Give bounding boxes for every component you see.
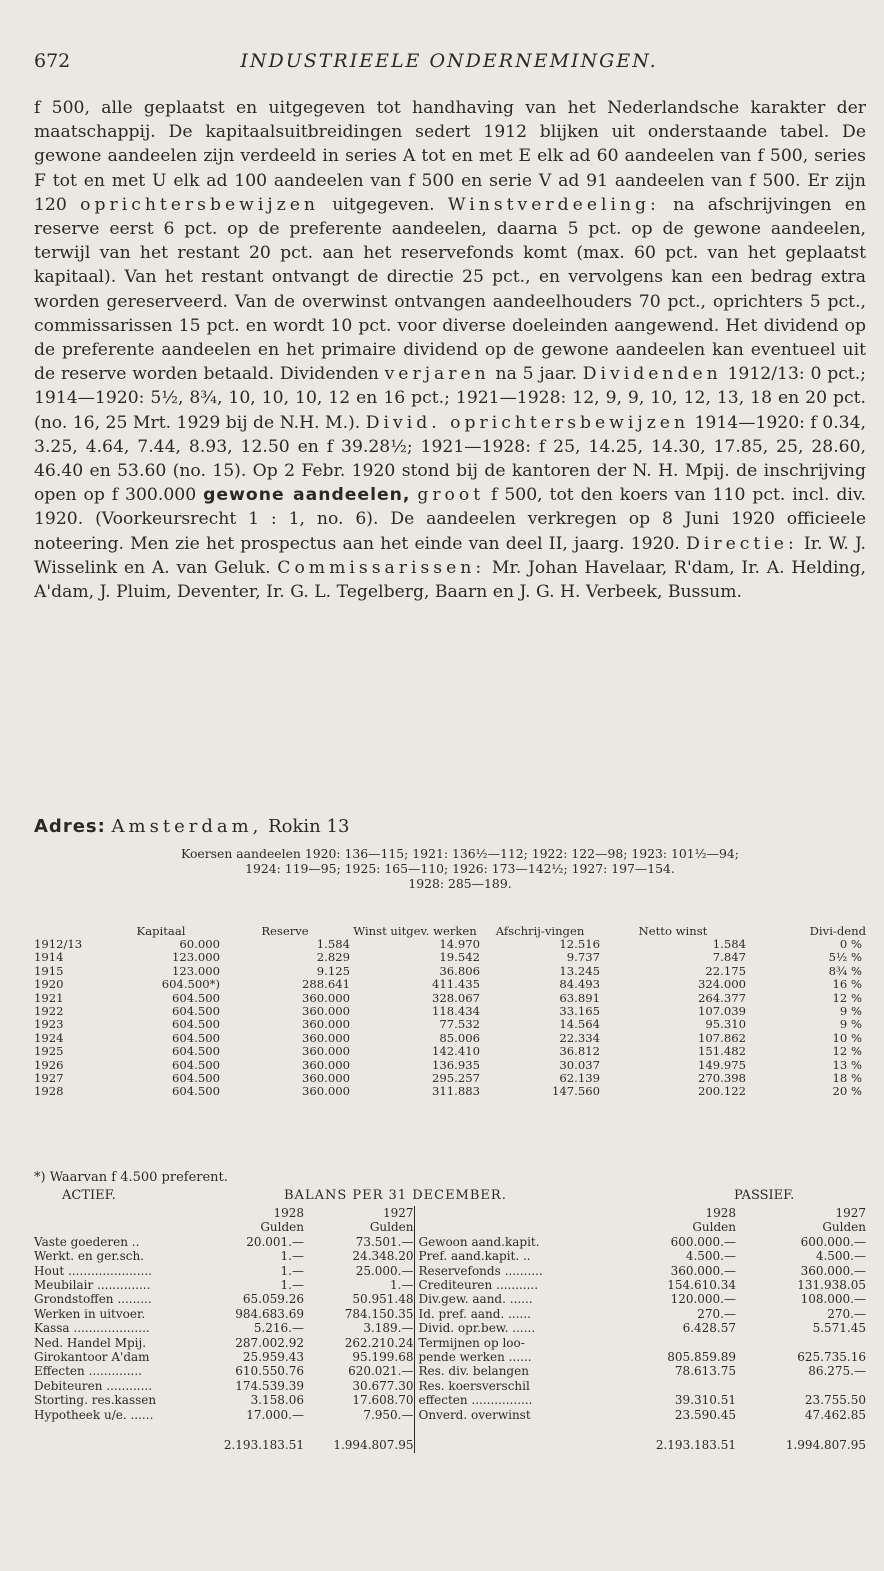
table-row xyxy=(34,1072,866,1085)
table-cell: 13.245 xyxy=(559,963,600,978)
header-afschrijvingen: Afschrij-vingen xyxy=(495,923,585,938)
balance-cell: 3.158.06 xyxy=(250,1393,304,1408)
spaced-term: verjaren xyxy=(384,364,490,385)
balance-cell: Pref. aand.kapit. .. xyxy=(414,1249,596,1263)
balance-cell: 30.677.30 xyxy=(352,1378,414,1393)
table-cell: 136.935 xyxy=(432,1057,480,1072)
balance-cell: 154.610.34 xyxy=(667,1278,736,1293)
balance-cell: 3.189.— xyxy=(363,1321,414,1336)
balance-cell: 1.— xyxy=(280,1263,304,1278)
balance-cell: 270.— xyxy=(827,1306,866,1321)
table-cell: 18 % xyxy=(832,1071,862,1086)
table-cell: 85.006 xyxy=(439,1030,480,1045)
balance-cell: 73.501.— xyxy=(355,1234,414,1249)
table-cell: 13 % xyxy=(832,1057,862,1072)
table-cell: 1914 xyxy=(34,950,64,965)
table-row xyxy=(34,1085,866,1098)
table-cell: 604.500 xyxy=(172,1017,220,1032)
balance-cell: Werkt. en ger.sch. xyxy=(34,1249,144,1264)
table-cell: 360.000 xyxy=(302,1017,350,1032)
balance-row xyxy=(34,1264,866,1278)
running-title: INDUSTRIEELE ONDERNEMINGEN. xyxy=(240,50,658,72)
table-cell: 604.500 xyxy=(172,1057,220,1072)
balance-total: 2.193.183.51 xyxy=(223,1438,304,1453)
balance-cell: 600.000.— xyxy=(800,1234,866,1249)
table-cell: 1928 xyxy=(34,1084,64,1099)
table-cell: 147.560 xyxy=(552,1084,600,1099)
actief-label: ACTIEF. xyxy=(62,1188,116,1203)
balance-cell: 120.000.— xyxy=(670,1292,736,1307)
balance-row xyxy=(34,1292,866,1306)
table-row xyxy=(34,1005,866,1018)
address-label: Adres: xyxy=(34,816,106,837)
balance-cell: 24.348.20 xyxy=(352,1249,414,1264)
share-prices-line: 1924: 119—95; 1925: 165—110; 1926: 173—142½; 1927: 197—154. xyxy=(245,861,675,876)
table-cell: 604.500*) xyxy=(161,977,220,992)
table-cell: 270.398 xyxy=(698,1071,746,1086)
table-cell: 604.500 xyxy=(172,990,220,1005)
balance-cell: Reservefonds .......... xyxy=(414,1264,596,1278)
balance-cell: Storting. res.kassen xyxy=(34,1393,157,1408)
table-cell: 1922 xyxy=(34,1004,64,1019)
balance-cell: 625.735.16 xyxy=(797,1350,866,1365)
table-cell: 1912/13 xyxy=(34,937,83,951)
balance-cell: 131.938.05 xyxy=(797,1278,866,1293)
balance-row xyxy=(34,1350,866,1364)
balance-cell: 805.859.89 xyxy=(667,1350,736,1365)
balance-cell: 50.951.48 xyxy=(352,1292,414,1307)
balance-cell: Girokantoor A'dam xyxy=(34,1350,150,1365)
table-cell: 411.435 xyxy=(432,977,480,992)
table-cell: 311.883 xyxy=(432,1084,480,1099)
balance-row xyxy=(34,1235,866,1249)
text-segment: uitgegeven. xyxy=(332,194,435,215)
table-cell: 22.334 xyxy=(559,1030,600,1045)
balance-cell: 5.216.— xyxy=(253,1321,304,1336)
table-cell: 62.139 xyxy=(559,1071,600,1086)
table-cell: 1921 xyxy=(34,990,64,1005)
balance-cell: 25.959.43 xyxy=(242,1350,304,1365)
balance-row xyxy=(34,1364,866,1378)
spaced-term: oprichtersbewijzen xyxy=(80,194,320,215)
text-segment: 1912/13: 0 pct.; 1914—1920: 5½, 8¾, 10, 10, 10, 12 en 16 pct.; 1921—1928: 12, 9, 9, 10, 12, 13, 18 en 20 pct. (no. 16, 25 Mrt. 1929 bij de N.H. M.). xyxy=(34,364,866,433)
balance-title: BALANS PER 31 DECEMBER. xyxy=(284,1188,507,1203)
table-cell: 9.737 xyxy=(566,950,600,965)
table-cell: 107.039 xyxy=(698,1004,746,1019)
balance-total: 1.994.807.95 xyxy=(785,1438,866,1453)
balance-cell: 262.210.24 xyxy=(344,1335,414,1350)
share-prices xyxy=(60,846,860,891)
year-1928: 1928 xyxy=(705,1206,736,1220)
spaced-term: groot xyxy=(417,485,485,506)
table-row xyxy=(34,1032,866,1045)
table-cell: 324.000 xyxy=(698,977,746,992)
table-cell: 95.310 xyxy=(705,1017,746,1032)
balance-cell: 600.000.— xyxy=(670,1234,736,1249)
table-cell: 1926 xyxy=(34,1057,64,1072)
balance-cell: 39.310.51 xyxy=(674,1393,736,1408)
table-cell: 1.584 xyxy=(712,937,746,951)
balance-cell: Vaste goederen .. xyxy=(34,1234,140,1249)
header-year xyxy=(34,904,102,938)
balance-cell: 1.— xyxy=(390,1278,414,1293)
balance-cell: 784.150.35 xyxy=(344,1306,414,1321)
balance-cell: 610.550.76 xyxy=(235,1364,304,1379)
table-cell: 604.500 xyxy=(172,1084,220,1099)
text-segment: 1914—1920: f 0.34, 3.25, 4.64, 7.44, 8.93, 12.50 en f 39.28½; 1921—1928: f 25, 14.25, 14.30, 17.85, 25, 28.60, 46.40 en 53.60 (no. 15). Op 2 Febr. 1920 stond bij de kantoren der N. H. Mpij. de inschrijving open op f 300.000 xyxy=(34,412,866,506)
table-cell: 151.482 xyxy=(698,1044,746,1059)
balance-cell: Gewoon aand.kapit. xyxy=(414,1235,596,1249)
table-row xyxy=(34,951,866,964)
table-cell: 142.410 xyxy=(432,1044,480,1059)
table-cell: 360.000 xyxy=(302,1030,350,1045)
balance-cell: Div.gew. aand. ...... xyxy=(414,1292,596,1306)
table-cell: 60.000 xyxy=(179,937,220,951)
table-cell: 295.257 xyxy=(432,1071,480,1086)
table-cell: 328.067 xyxy=(432,990,480,1005)
address-street: Rokin 13 xyxy=(268,816,350,837)
table-cell: 9 % xyxy=(839,1017,862,1032)
bold-term: gewone aandeelen, xyxy=(203,485,411,506)
balance-cell: 174.539.39 xyxy=(235,1378,304,1393)
table-cell: 16 % xyxy=(832,977,862,992)
table-cell: 360.000 xyxy=(302,1057,350,1072)
balance-cell: Kassa .................... xyxy=(34,1321,150,1336)
balance-row xyxy=(34,1278,866,1292)
table-cell: 123.000 xyxy=(172,950,220,965)
balance-cell xyxy=(596,1379,736,1393)
balance-cell: 47.462.85 xyxy=(804,1407,866,1422)
balance-row xyxy=(34,1321,866,1335)
table-row xyxy=(34,1018,866,1031)
table-cell: 8¾ % xyxy=(828,963,862,978)
paragraph xyxy=(34,96,866,604)
page-header xyxy=(34,50,864,80)
balance-cell: 17.000.— xyxy=(246,1407,304,1422)
balance-cell: 95.199.68 xyxy=(352,1350,414,1365)
spaced-term: Directie: xyxy=(686,533,798,554)
balance-cell: Meubilair .............. xyxy=(34,1278,151,1293)
balance-cell: Debiteuren ............ xyxy=(34,1378,153,1393)
spaced-term: Commissarissen: xyxy=(277,557,486,578)
balance-cell xyxy=(736,1379,866,1393)
balance-cell: Res. koersverschil xyxy=(414,1379,596,1393)
text-segment: Ir. W. J. Wisselink en A. van Geluk. xyxy=(34,533,866,578)
table-row xyxy=(34,1059,866,1072)
balance-cell: 360.000.— xyxy=(800,1263,866,1278)
balance-cell: Grondstoffen ......... xyxy=(34,1292,152,1307)
balance-cell: Termijnen op loo- xyxy=(414,1336,596,1350)
table-cell: 12 % xyxy=(832,990,862,1005)
table-cell: 1925 xyxy=(34,1044,64,1059)
balance-heading xyxy=(34,1188,866,1206)
balance-cell: 5.571.45 xyxy=(812,1321,866,1336)
share-prices-line: Koersen aandeelen 1920: 136—115; 1921: 136½—112; 1922: 122—98; 1923: 101½—94; xyxy=(181,846,739,861)
year-1927: 1927 xyxy=(835,1206,866,1220)
balance-total: 2.193.183.51 xyxy=(655,1438,736,1453)
table-cell: 14.970 xyxy=(439,937,480,951)
share-prices-line: 1928: 285—189. xyxy=(408,876,512,891)
balance-cell: Werken in uitvoer. xyxy=(34,1306,146,1321)
unit-label: Gulden xyxy=(822,1220,866,1235)
table-cell: 123.000 xyxy=(172,963,220,978)
table-cell: 36.812 xyxy=(559,1044,600,1059)
balance-cell: 4.500.— xyxy=(685,1249,736,1264)
table-row xyxy=(34,992,866,1005)
balance-cell: 23.590.45 xyxy=(674,1407,736,1422)
balance-cell: 65.059.26 xyxy=(242,1292,304,1307)
balance-cell: 4.500.— xyxy=(815,1249,866,1264)
table-cell: 604.500 xyxy=(172,1030,220,1045)
table-row xyxy=(34,965,866,978)
table-cell: 604.500 xyxy=(172,1071,220,1086)
table-row xyxy=(34,978,866,991)
header-kapitaal: Kapitaal xyxy=(136,923,186,938)
table-cell: 264.377 xyxy=(698,990,746,1005)
balance-cell: Res. div. belangen xyxy=(414,1364,596,1378)
table-row xyxy=(34,938,866,951)
address-city: Amsterdam, xyxy=(111,816,263,837)
balance-cell: pende werken ...... xyxy=(414,1350,596,1364)
balance-cell: 108.000.— xyxy=(800,1292,866,1307)
header-winst: Winst uitgev. werken xyxy=(353,923,477,938)
spaced-term: Divid. oprichtersbewijzen xyxy=(365,412,690,433)
table-cell: 22.175 xyxy=(705,963,746,978)
table-cell: 1.584 xyxy=(316,937,350,951)
balance-cell: 25.000.— xyxy=(355,1263,414,1278)
balance-cell: 1.— xyxy=(280,1278,304,1293)
table-cell: 107.862 xyxy=(698,1030,746,1045)
balance-row xyxy=(34,1379,866,1393)
table-cell: 9 % xyxy=(839,1004,862,1019)
table-cell: 2.829 xyxy=(316,950,350,965)
table-cell: 12.516 xyxy=(559,937,600,951)
text-segment: na 5 jaar. xyxy=(495,364,577,385)
header-dividend: Divi-dend xyxy=(809,923,866,938)
balance-cell: Hout ...................... xyxy=(34,1263,152,1278)
balance-row xyxy=(34,1393,866,1407)
table-cell: 20 % xyxy=(832,1084,862,1099)
table-cell: 1920 xyxy=(34,977,64,992)
balance-cell: 6.428.57 xyxy=(682,1321,736,1336)
balance-cell: 86.275.— xyxy=(808,1364,866,1379)
balance-cell: 23.755.50 xyxy=(804,1393,866,1408)
unit-label: Gulden xyxy=(260,1220,304,1235)
balance-row xyxy=(34,1336,866,1350)
balance-cell: Hypotheek u/e. ...... xyxy=(34,1407,154,1422)
table-cell: 36.806 xyxy=(439,963,480,978)
table-cell: 200.122 xyxy=(698,1084,746,1099)
table-cell: 9.125 xyxy=(316,963,350,978)
table-cell: 7.847 xyxy=(712,950,746,965)
table-cell: 84.493 xyxy=(559,977,600,992)
address-line xyxy=(34,816,349,837)
balance-cell: 7.950.— xyxy=(363,1407,414,1422)
header-netto: Netto winst xyxy=(638,923,708,938)
balance-cell: Crediteuren ........... xyxy=(414,1278,596,1292)
balance-cell: Divid. opr.bew. ...... xyxy=(414,1321,596,1335)
table-cell: 1915 xyxy=(34,963,64,978)
table-cell: 10 % xyxy=(832,1030,862,1045)
balance-total: 1.994.807.95 xyxy=(333,1438,414,1453)
table-cell: 360.000 xyxy=(302,1071,350,1086)
table-cell: 360.000 xyxy=(302,1084,350,1099)
table-cell: 0 % xyxy=(839,937,862,951)
spaced-term: Dividenden xyxy=(582,364,722,385)
balance-total-row xyxy=(34,1422,866,1452)
balance-cell: 270.— xyxy=(697,1306,736,1321)
table-cell: 288.641 xyxy=(302,977,350,992)
body-text xyxy=(34,96,866,604)
year-1927: 1927 xyxy=(382,1206,414,1220)
year-1928: 1928 xyxy=(273,1206,304,1220)
unit-label: Gulden xyxy=(692,1220,736,1235)
table-cell: 1927 xyxy=(34,1071,64,1086)
balance-row xyxy=(34,1307,866,1321)
balance-cell: Id. pref. aand. ...... xyxy=(414,1307,596,1321)
balance-cell xyxy=(596,1336,736,1350)
table-cell: 1924 xyxy=(34,1030,64,1045)
balance-cell: 17.608.70 xyxy=(352,1393,414,1408)
balance-cell: 1.— xyxy=(280,1249,304,1264)
text-segment: Mr. Johan Havelaar, R'dam, Ir. A. Helding, A'dam, J. Pluim, Deventer, Ir. G. L. Tegelberg, Baarn en J. G. H. Verbeek, Bussum. xyxy=(34,557,867,603)
table-cell: 118.434 xyxy=(432,1004,480,1019)
text-segment: f 500, alle geplaatst en uitgegeven tot handhaving van het Nederlandsche karakter der maatschappij. De kapitaalsuitbreidingen sedert 1912 blijken uit onderstaande tabel. De gewone aandeelen zijn verdeeld in series A tot en met E elk ad 60 aandeelen van f 500, series F tot en met U elk ad 100 aandeelen van f 500 en serie V ad 91 aandeelen van f 500. Er zijn 120 xyxy=(34,98,866,215)
table-cell: 604.500 xyxy=(172,1044,220,1059)
table-footnote: *) Waarvan f 4.500 preferent. xyxy=(34,1170,228,1185)
table-cell: 1923 xyxy=(34,1017,64,1032)
text-segment: na afschrijvingen en reserve eerst 6 pct. op de preferente aandeelen, daarna 5 pct. op de gewone aandeelen, terwijl van het restant 20 pct. aan het reservefonds komt (max. 60 pct. van het geplaatst kapitaal). Van het restant ontvangt de directie 25 pct., en vervolgens kan een bedrag extra worden gereserveerd. Van de overwinst ontvangen aandeelhouders 70 pct., oprichters 5 pct., commissarissen 15 pct. en wordt 10 pct. voor diverse doeleinden aangewend. Het dividend op de preferente aandeelen en het primaire dividend op de gewone aandeelen kan eventueel uit de reserve worden betaald. Dividenden xyxy=(34,194,867,385)
unit-label: Gulden xyxy=(369,1220,414,1235)
table-cell: 604.500 xyxy=(172,1004,220,1019)
balance-cell: 287.002.92 xyxy=(235,1335,304,1350)
balance-cell: effecten ................ xyxy=(414,1393,596,1407)
table-cell: 19.542 xyxy=(439,950,480,965)
table-cell: 14.564 xyxy=(559,1017,600,1032)
table-cell: 360.000 xyxy=(302,1004,350,1019)
passief-label: PASSIEF. xyxy=(734,1188,795,1203)
balance-cell: Ned. Handel Mpij. xyxy=(34,1335,147,1350)
table-cell: 5½ % xyxy=(828,950,862,965)
table-cell: 30.037 xyxy=(559,1057,600,1072)
balance-cell xyxy=(736,1336,866,1350)
balance-row xyxy=(34,1408,866,1422)
balance-cell: Onverd. overwinst xyxy=(414,1408,596,1422)
text-segment: f 500, tot den koers van 110 pct. incl. div. 1920. (Voorkeursrecht 1 : 1, no. 6). De aandeelen verkregen op 8 Juni 1920 officieele noteering. Men zie het prospectus aan het einde van deel II, jaarg. 1920. xyxy=(34,485,866,554)
balance-cell: 984.683.69 xyxy=(235,1306,304,1321)
balance-cell: 620.021.— xyxy=(348,1364,414,1379)
balance-cell: Effecten .............. xyxy=(34,1364,142,1379)
table-cell: 149.975 xyxy=(698,1057,746,1072)
balance-cell: 78.613.75 xyxy=(674,1364,736,1379)
table-cell: 360.000 xyxy=(302,1044,350,1059)
balance-table xyxy=(34,1206,866,1453)
table-cell: 63.891 xyxy=(559,990,600,1005)
spaced-term: Winstverdeeling: xyxy=(447,194,660,215)
results-table xyxy=(34,904,866,1099)
table-row xyxy=(34,1045,866,1058)
table-cell: 33.165 xyxy=(559,1004,600,1019)
page-number: 672 xyxy=(34,50,71,72)
header-reserve: Reserve xyxy=(261,923,309,938)
table-cell: 77.532 xyxy=(439,1017,480,1032)
balance-cell: 20.001.— xyxy=(246,1234,304,1249)
balance-cell: 360.000.— xyxy=(670,1263,736,1278)
table-cell: 360.000 xyxy=(302,990,350,1005)
balance-row xyxy=(34,1249,866,1263)
table-cell: 12 % xyxy=(832,1044,862,1059)
